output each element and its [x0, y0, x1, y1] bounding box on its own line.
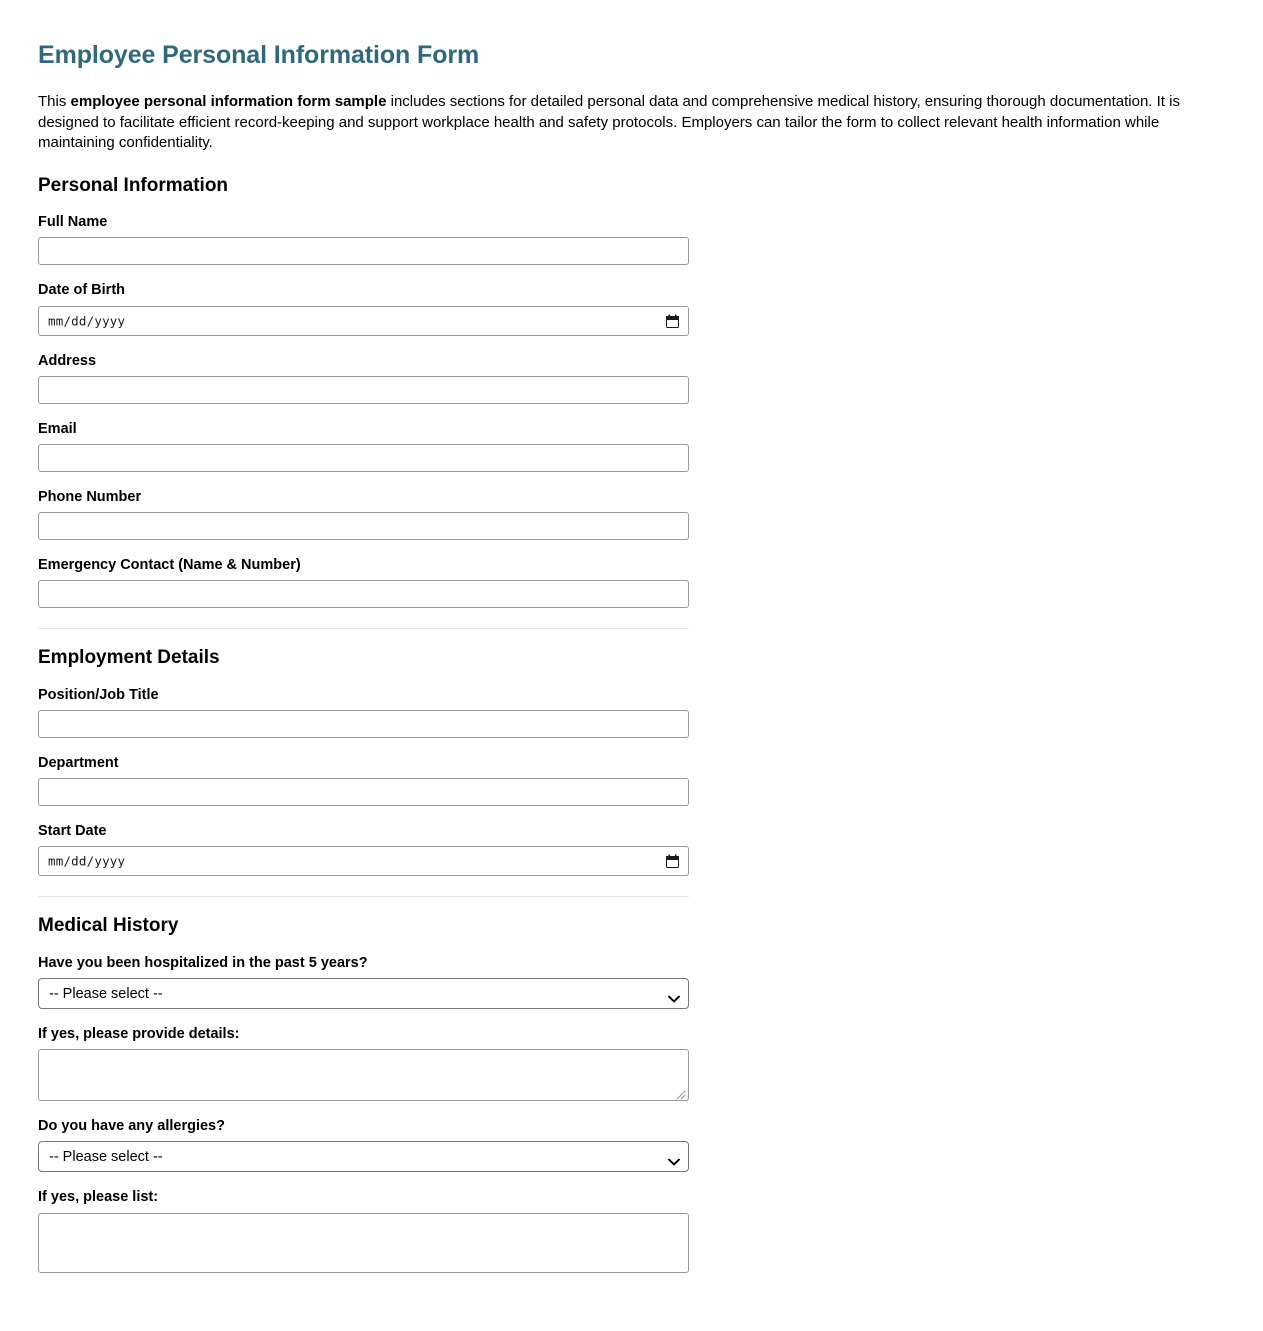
field-email	[38, 420, 1263, 472]
field-address	[38, 352, 1263, 404]
label-address: Address	[38, 352, 97, 369]
address-input[interactable]	[38, 376, 689, 404]
position-job-title-input[interactable]	[38, 710, 689, 738]
field-hospitalized-details	[38, 1025, 1263, 1101]
field-position-job-title	[38, 686, 1263, 738]
hospitalized-details-textarea[interactable]	[38, 1049, 689, 1101]
field-department	[38, 754, 1263, 806]
label-email: Email	[38, 420, 77, 437]
field-hospitalized	[38, 954, 1263, 1009]
department-input[interactable]	[38, 778, 689, 806]
date-of-birth-input[interactable]	[38, 306, 689, 336]
label-department: Department	[38, 754, 119, 771]
label-start-date: Start Date	[38, 823, 107, 840]
allergies-list-textarea[interactable]	[38, 1213, 689, 1273]
intro-lead: This	[38, 93, 71, 110]
date-of-birth-placeholder: mm/dd/yyyy	[48, 313, 126, 329]
allergies-selected-value: -- Please select --	[49, 1148, 163, 1165]
section-heading-employment-details: Employment Details	[38, 647, 220, 669]
field-allergies-list	[38, 1188, 1263, 1272]
section-heading-medical-history: Medical History	[38, 915, 179, 937]
intro-rest: includes sections for detailed personal data and comprehensive medical history, ensuring thorough documentation. It is designed to facilitate efficient record-keeping and support workplace health and safety protocols. Employers can tailor the form to collect relevant health information while maintaining confidentiality.	[38, 93, 1180, 151]
field-emergency-contact	[38, 556, 1263, 608]
field-allergies	[38, 1117, 1263, 1172]
section-divider-1	[38, 628, 689, 629]
label-position-job-title: Position/Job Title	[38, 686, 159, 703]
section-heading-personal-information: Personal Information	[38, 174, 229, 196]
field-start-date	[38, 822, 1263, 876]
hospitalized-select[interactable]	[38, 978, 689, 1009]
resize-handle-icon[interactable]	[675, 1087, 686, 1098]
section-divider-2	[38, 896, 689, 897]
label-emergency-contact: Emergency Contact (Name & Number)	[38, 556, 301, 573]
field-phone-number	[38, 488, 1263, 540]
email-input[interactable]	[38, 444, 689, 472]
intro-bold-phrase: employee personal information form sample	[70, 93, 387, 110]
start-date-wrapper	[38, 846, 689, 876]
emergency-contact-input[interactable]	[38, 580, 689, 608]
label-hospitalized-details: If yes, please provide details:	[38, 1026, 240, 1043]
label-full-name: Full Name	[38, 214, 108, 231]
full-name-input[interactable]	[38, 237, 689, 265]
intro-paragraph	[38, 92, 1215, 154]
label-allergies-list: If yes, please list:	[38, 1189, 159, 1206]
hospitalized-select-wrapper	[38, 978, 689, 1009]
hospitalized-selected-value: -- Please select --	[49, 985, 163, 1002]
start-date-input[interactable]	[38, 846, 689, 876]
date-of-birth-wrapper	[38, 306, 689, 336]
page-title: Employee Personal Information Form	[38, 41, 480, 69]
phone-number-input[interactable]	[38, 512, 689, 540]
allergies-select[interactable]	[38, 1141, 689, 1172]
label-hospitalized: Have you been hospitalized in the past 5 years?	[38, 955, 368, 972]
allergies-select-wrapper	[38, 1141, 689, 1172]
label-allergies: Do you have any allergies?	[38, 1118, 225, 1135]
start-date-placeholder: mm/dd/yyyy	[48, 853, 126, 869]
label-phone-number: Phone Number	[38, 488, 142, 505]
label-date-of-birth: Date of Birth	[38, 282, 125, 299]
field-full-name	[38, 213, 1263, 265]
field-date-of-birth	[38, 281, 1263, 335]
